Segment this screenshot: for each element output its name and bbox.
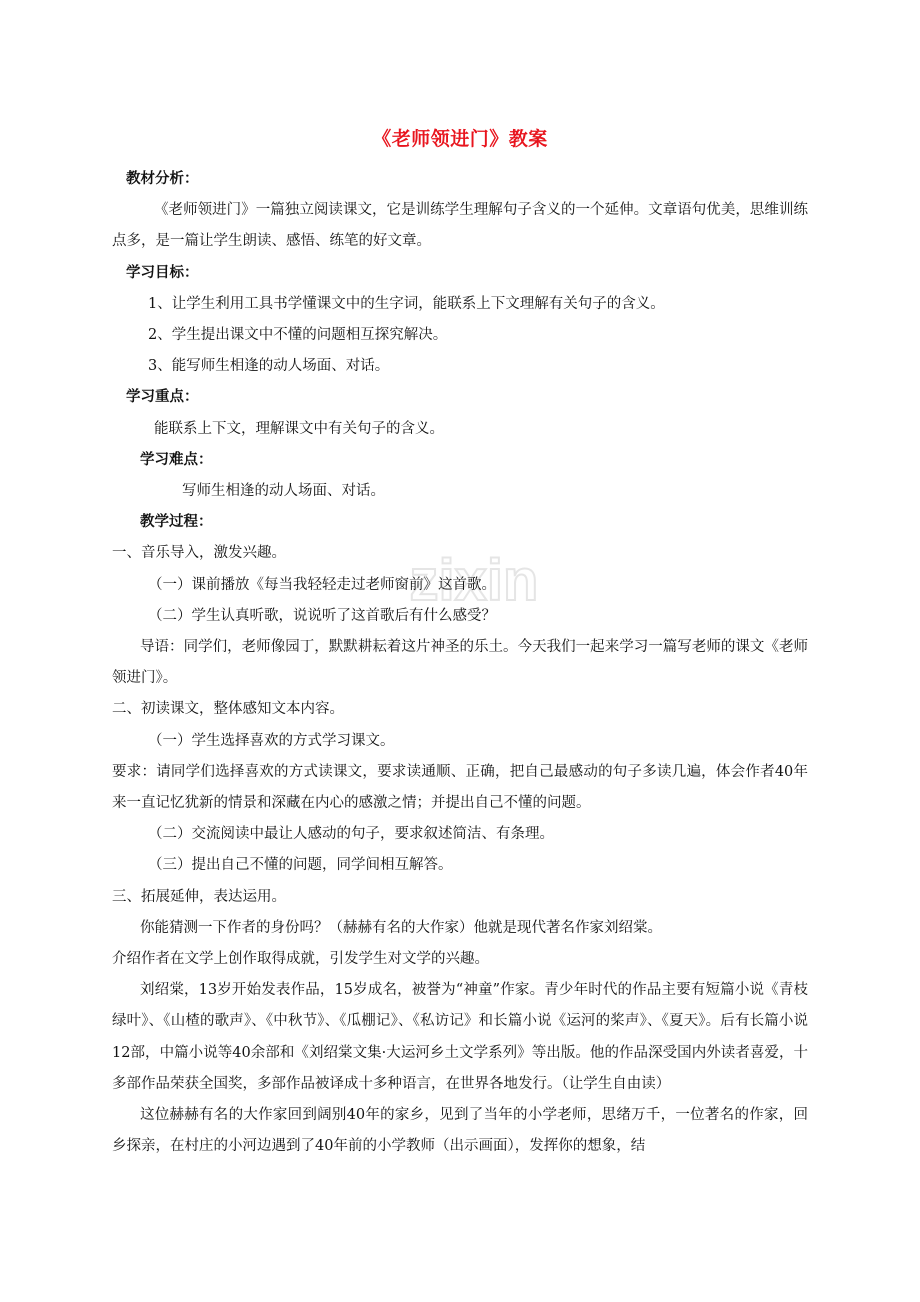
process-step-heading: 三、拓展延伸，表达运用。 <box>112 888 286 905</box>
scene-paragraph: 这位赫赫有名的大作家回到阔别40年的家乡，见到了当年的小学老师，思绪万千，一位著名的作家，回乡探亲，在村庄的小河边遇到了40年前的小学教师（出示画面），发挥你的想象，结 <box>112 1107 808 1155</box>
process-step-heading: 二、初读课文，整体感知文本内容。 <box>112 701 344 718</box>
svg-text:zixin: zixin <box>409 548 539 613</box>
section-heading-goals: 学习目标： <box>126 264 199 281</box>
analysis-paragraph: 《老师领进门》一篇独立阅读课文，它是训练学生理解句子含义的一个延伸。文章语句优美，思维训练点多，是一篇让学生朗读、感悟、练笔的好文章。 <box>112 202 808 250</box>
goal-item: 1、让学生利用工具书学懂课文中的生字词，能联系上下文理解有关句子的含义。 <box>148 295 665 312</box>
process-question-paragraph: 你能猜测一下作者的身份吗？（赫赫有名的大作家）他就是现代著名作家刘绍棠。 <box>140 919 662 936</box>
process-substep: （二）学生认真听歌，说说听了这首歌后有什么感受？ <box>148 607 496 624</box>
goal-item: 3、能写师生相逢的动人场面、对话。 <box>148 358 390 375</box>
author-bio-paragraph: 刘绍棠，13岁开始发表作品，15岁成名，被誉为“神童”作家。青少年时代的作品主要有短篇小说《青枝绿叶》、《山楂的歌声》、《中秋节》、《瓜棚记》、《私访记》和长篇小说《运河的桨声》、《夏天》。后有长篇小说12部，中篇小说等40余部和《刘绍棠文集·大运河乡土文学系列》等出版。他的作品深受国内外读者喜爱，十多部作品荣获全国奖，多部作品被译成十多种语言，在世界各地发行。（让学生自由读） <box>112 982 808 1092</box>
goal-item: 2、学生提出课文中不懂的问题相互探究解决。 <box>148 327 448 344</box>
process-guide-paragraph: 导语：同学们，老师像园丁，默默耕耘着这片神圣的乐土。今天我们一起来学习一篇写老师的课文《老师领进门》。 <box>112 639 808 687</box>
difficulty-paragraph: 写师生相逢的动人场面、对话。 <box>182 483 385 500</box>
section-heading-process: 教学过程： <box>140 514 213 531</box>
section-heading-analysis: 教材分析： <box>126 171 199 187</box>
section-heading-key: 学习重点： <box>126 389 199 406</box>
process-substep: （一）课前播放《每当我轻轻走过老师窗前》这首歌。 <box>148 576 496 593</box>
page-title: 《老师领进门》教案 <box>372 128 548 150</box>
process-substep: （一）学生选择喜欢的方式学习课文。 <box>148 732 395 749</box>
process-intro-paragraph: 介绍作者在文学上创作取得成就，引发学生对文学的兴趣。 <box>112 951 489 968</box>
key-paragraph: 能联系上下文，理解课文中有关句子的含义。 <box>154 420 444 437</box>
process-step-heading: 一、音乐导入，激发兴趣。 <box>112 545 286 562</box>
process-substep: （三）提出自己不懂的问题，同学间相互解答。 <box>148 857 453 874</box>
document-body <box>112 164 808 1163</box>
section-heading-difficulty: 学习难点： <box>140 451 213 468</box>
process-requirement-paragraph: 要求：请同学们选择喜欢的方式读课文，要求读通顺、正确，把自己最感动的句子多读几遍，体会作者40年来一直记忆犹新的情景和深藏在内心的感激之情；并提出自己不懂的问题。 <box>112 763 808 812</box>
process-substep: （二）交流阅读中最让人感动的句子，要求叙述简洁、有条理。 <box>148 826 554 843</box>
